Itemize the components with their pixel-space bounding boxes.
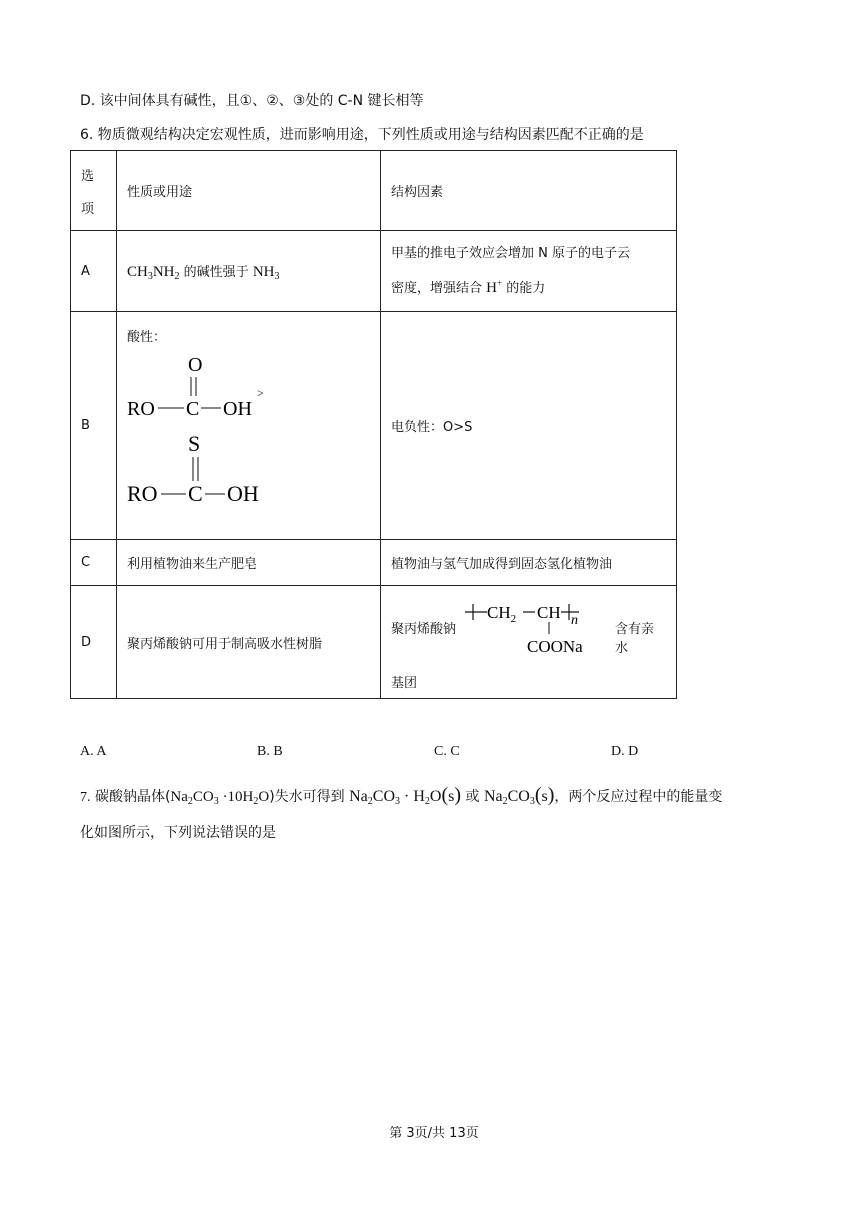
choice-a[interactable]: A. A bbox=[80, 744, 107, 759]
q7-text-c: 或 bbox=[465, 789, 480, 805]
row-d-structure-prefix: 聚丙烯酸钠 bbox=[391, 622, 457, 637]
row-a-structure bbox=[381, 231, 677, 312]
formula-h-plus: H+ bbox=[486, 277, 503, 296]
formula-na2co3-s: $Na_2CO_3(s)$ bbox=[483, 784, 555, 807]
polymer-ch2: $CH_2$ bbox=[487, 603, 517, 625]
row-a-property bbox=[117, 231, 381, 312]
formula2-left: RO bbox=[127, 481, 158, 506]
row-a-structure-line2 bbox=[391, 271, 666, 306]
q6-stem: 6. 物质微观结构决定宏观性质，进而影响用途，下列性质或用途与结构因素匹配不正确的是 bbox=[80, 127, 644, 143]
row-a-property-text: 的碱性强于 bbox=[183, 265, 249, 280]
row-d-label: D bbox=[71, 586, 117, 699]
page-footer: 第 3页/共 13页 bbox=[389, 1126, 479, 1141]
row-c-label: C bbox=[71, 540, 117, 586]
row-d-structure bbox=[381, 586, 677, 699]
formula1-right: OH bbox=[223, 398, 252, 420]
table-header-row bbox=[71, 151, 677, 231]
row-d-property: 聚丙烯酸钠可用于制高吸水性树脂 bbox=[117, 586, 381, 699]
row-b-property bbox=[117, 312, 381, 540]
formula1-top-atom: O bbox=[188, 354, 203, 376]
row-a-structure-suffix: 的能力 bbox=[506, 280, 546, 296]
formula2-top-atom: S bbox=[188, 431, 201, 456]
formula1-center: C bbox=[186, 398, 200, 420]
row-d-structure-suffix: 含有亲水 bbox=[615, 622, 655, 656]
formula-ch3nh2: $CH_3NH_2$ bbox=[127, 264, 180, 282]
header-structure: 结构因素 bbox=[381, 151, 677, 231]
row-a-structure-line1: 甲基的推电子效应会增加 N 原子的电子云 bbox=[391, 245, 630, 261]
q7-line1 bbox=[80, 784, 722, 807]
table-row bbox=[71, 231, 677, 312]
formula1-comparator: > bbox=[257, 386, 264, 400]
row-c-structure: 植物油与氢气加成得到固态氢化植物油 bbox=[381, 540, 677, 586]
sodium-polyacrylate-structure bbox=[461, 590, 611, 656]
q5-option-d: D. 该中间体具有碱性，且①、②、③处的 C-N 键长相等 bbox=[80, 93, 424, 109]
q7-line2: 化如图所示，下列说法错误的是 bbox=[80, 825, 276, 841]
header-option-bottom: 项 bbox=[81, 201, 95, 217]
row-b-label: B bbox=[71, 312, 117, 540]
polymer-ch: CH bbox=[537, 603, 561, 622]
formula2-center: C bbox=[188, 481, 203, 506]
row-d-structure-line1 bbox=[391, 594, 666, 660]
thiocarbonic-acid-ester-structure bbox=[127, 431, 287, 507]
formula-na2co3-h2o-s: $Na_2CO_3 \cdot H_2O(s)$ bbox=[349, 784, 462, 807]
formula1-left: RO bbox=[127, 398, 155, 420]
choice-c[interactable]: C. C bbox=[434, 744, 460, 759]
header-option bbox=[71, 151, 117, 231]
header-property: 性质或用途 bbox=[117, 151, 381, 231]
table-row bbox=[71, 540, 677, 586]
choice-b[interactable]: B. B bbox=[257, 744, 283, 759]
carbonic-acid-ester-structure bbox=[127, 351, 287, 421]
q7-text-a: 碳酸钠晶体( bbox=[94, 789, 171, 805]
q7-text-d: ，两个反应过程中的能量变 bbox=[554, 789, 723, 805]
formula-na2co3-10h2o: $Na_2CO_3 \cdot 10H_2O$ bbox=[170, 789, 270, 807]
q6-choices bbox=[80, 744, 800, 762]
q7-number: 7. bbox=[80, 790, 91, 805]
formula2-right: OH bbox=[227, 481, 259, 506]
row-c-property: 利用植物油来生产肥皂 bbox=[117, 540, 381, 586]
row-b-structure: 电负性：O>S bbox=[381, 312, 677, 540]
formula-nh3: $NH_3$ bbox=[252, 264, 280, 282]
row-b-property-intro: 酸性： bbox=[127, 330, 167, 345]
row-d-structure-line2: 基团 bbox=[391, 676, 418, 691]
header-option-top: 选 bbox=[81, 168, 95, 184]
choice-d[interactable]: D. D bbox=[611, 744, 639, 759]
q6-table bbox=[70, 150, 677, 699]
polymer-side-group: COONa bbox=[527, 637, 583, 656]
row-a-label: A bbox=[71, 231, 117, 312]
polymer-n: n bbox=[571, 613, 578, 628]
table-row bbox=[71, 586, 677, 699]
row-a-structure-prefix: 密度，增强结合 bbox=[391, 280, 483, 296]
q7-text-b: )失水可得到 bbox=[269, 789, 345, 805]
table-row bbox=[71, 312, 677, 540]
